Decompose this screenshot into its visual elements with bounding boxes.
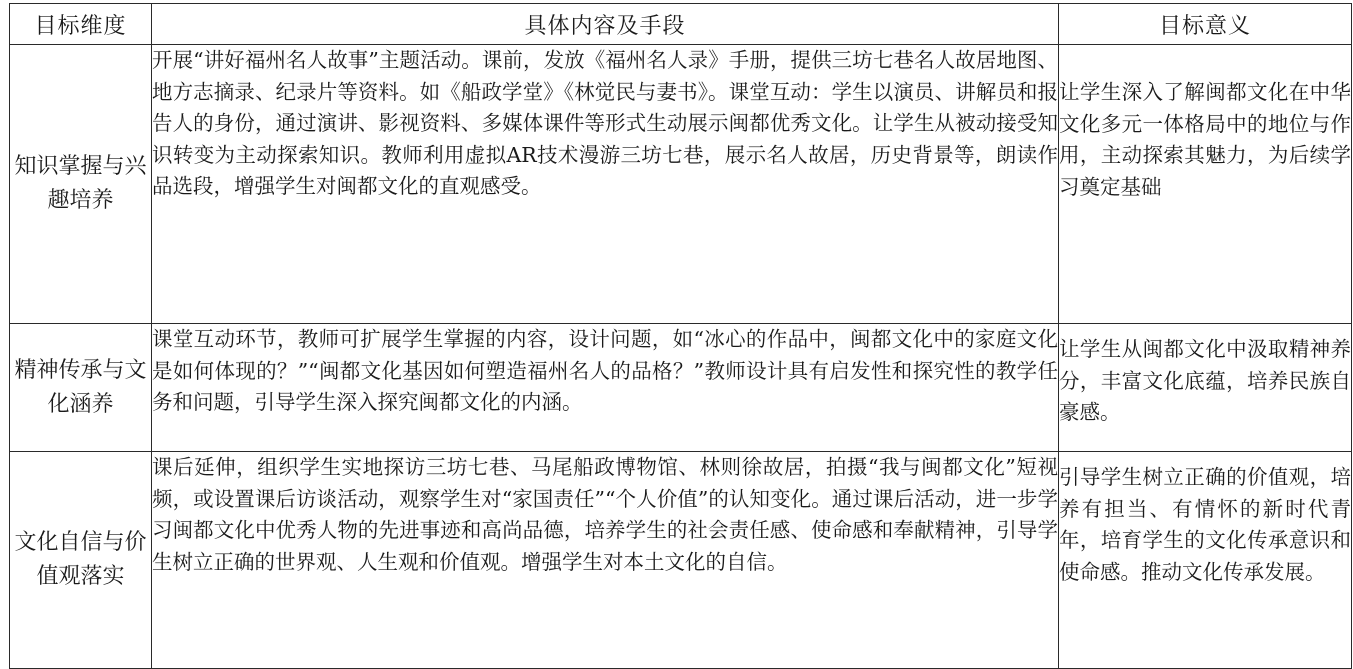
content-cell: 课后延伸，组织学生实地探访三坊七巷、马尾船政博物馆、林则徐故居，拍摄“我与闽都文化”短视频，或设置课后访谈活动，观察学生对“家国责任”“个人价值”的认知变化。通过课后活动，进一步学习闽都文化中优秀人物的先进事迹和高尚品德，培养学生的社会责任感、使命感和奉献精神，引导学生树立正确的世界观、人生观和价值观。增强学生对本土文化的自信。 bbox=[152, 452, 1059, 669]
table-row bbox=[10, 45, 1352, 324]
content-cell: 课堂互动环节，教师可扩展学生掌握的内容，设计问题，如“冰心的作品中，闽都文化中的家庭文化是如何体现的？”“闽都文化基因如何塑造福州名人的品格？”教师设计具有启发性和探究性的教学任务和问题，引导学生深入探究闽都文化的内涵。 bbox=[152, 324, 1059, 452]
dimension-cell: 文化自信与价值观落实 bbox=[10, 452, 152, 669]
goals-table bbox=[9, 3, 1352, 669]
meaning-cell: 引导学生树立正确的价值观，培养有担当、有情怀的新时代青年，培育学生的文化传承意识和使命感。推动文化传承发展。 bbox=[1059, 452, 1352, 669]
header-content: 具体内容及手段 bbox=[152, 4, 1059, 45]
meaning-cell: 让学生从闽都文化中汲取精神养分，丰富文化底蕴，培养民族自豪感。 bbox=[1059, 324, 1352, 452]
dimension-cell: 精神传承与文化涵养 bbox=[10, 324, 152, 452]
header-row bbox=[10, 4, 1352, 45]
table-row bbox=[10, 324, 1352, 452]
dimension-cell: 知识掌握与兴趣培养 bbox=[10, 45, 152, 324]
table-row bbox=[10, 452, 1352, 669]
header-dimension: 目标维度 bbox=[10, 4, 152, 45]
meaning-cell: 让学生深入了解闽都文化在中华文化多元一体格局中的地位与作用，主动探索其魅力，为后续学习奠定基础 bbox=[1059, 45, 1352, 324]
content-cell: 开展“讲好福州名人故事”主题活动。课前，发放《福州名人录》手册，提供三坊七巷名人故居地图、地方志摘录、纪录片等资料。如《船政学堂》《林觉民与妻书》。课堂互动：学生以演员、讲解员和报告人的身份，通过演讲、影视资料、多媒体课件等形式生动展示闽都优秀文化。让学生从被动接受知识转变为主动探索知识。教师利用虚拟AR技术漫游三坊七巷，展示名人故居，历史背景等，朗读作品选段，增强学生对闽都文化的直观感受。 bbox=[152, 45, 1059, 324]
header-meaning: 目标意义 bbox=[1059, 4, 1352, 45]
